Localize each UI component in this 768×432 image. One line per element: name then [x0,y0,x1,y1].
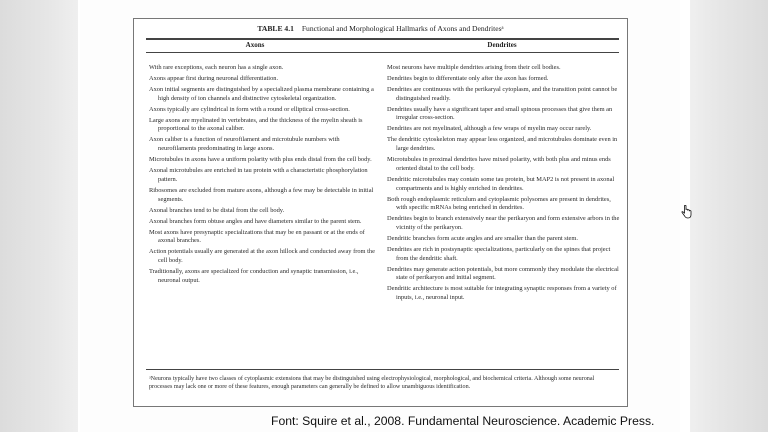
axons-column [149,64,377,288]
dendrites-header: Dendrites [487,41,517,49]
axon-entry: Axon caliber is a function of neurofilament and microtubule numbers with neurofilaments predominating in large axons. [149,136,340,153]
dendrite-entry: Most neurons have multiple dendrites arising from their cell bodies. [387,64,561,71]
hand-cursor-icon [681,205,692,219]
dendrite-entry: Dendrites may generate action potentials, but more commonly they modulate the electrical state of perikaryon and initial segment. [387,265,619,282]
axon-entry: Large axons are myelinated in vertebrates, and the thickness of the myelin sheath is proportional to the axonal caliber. [149,116,363,133]
dendrite-entry: Dendritic architecture is most suitable for integrating synaptic responses from a variety of inputs, i.e., neuronal input. [387,285,617,302]
axon-entry: Traditionally, axons are specialized for conduction and synaptic transmission, i.e., neuronal output. [149,267,359,284]
header-rule [146,52,619,53]
axon-entry: Axons appear first during neuronal differentiation. [149,75,279,82]
table-caption: Functional and Morphological Hallmarks of Axons and Dendritesᵃ [301,24,504,33]
footnote-rule [146,369,619,370]
axon-entry: Microtubules in axons have a uniform polarity with plus ends distal from the cell body. [149,156,372,164]
axons-header: Axons [245,41,265,49]
dendrite-entry: Both rough endoplasmic reticulum and cytoplasmic polysomes are present in dendrites, with specific mRNAs being enriched in dendrites. [387,195,611,212]
axon-entry: Axonal microtubules are enriched in tau protein with a characteristic phosphorylation pattern. [149,167,368,183]
top-rule [146,38,619,40]
dendrite-entry: Dendrites are continuous with the perikaryal cytoplasm, and the transition point cannot be distinguished readily. [387,86,618,102]
dendrites-column [387,64,621,305]
dendrite-entry: Dendrites are rich in postsynaptic specializations, particularly on the spines that project from the dendritic shaft. [387,245,611,262]
axon-entry: Action potentials usually are generated at the axon hillock and conducted away from the cell body. [149,248,375,264]
axon-entry: Axons typically are cylindrical in form with a round or elliptical cross-section. [149,105,350,113]
axon-entry: With rare exceptions, each neuron has a single axon. [149,64,284,71]
axon-entry: Axonal branches form obtuse angles and have diameters similar to the parent stem. [149,217,362,225]
axon-entry: Axon initial segments are distinguished by a specialized plasma membrane containing a high density of ion channels and distinctive cytoskeletal organization. [149,86,374,102]
right-margin-background [690,0,768,432]
dendrite-entry: The dendritic cytoskeleton may appear less organized, and microtubules dominate even in large dendrites. [387,136,618,153]
dendrite-entry: Dendrites begin to differentiate only after the axon has formed. [387,75,549,82]
axon-entry: Axonal branches tend to be distal from the cell body. [149,206,285,214]
dendrite-entry: Dendrites usually have a significant taper and small spinous processes that give them an irregular cross-section. [387,105,613,122]
table-number: TABLE 4.1 [257,24,294,33]
dendrite-entry: Dendritic branches form acute angles and are smaller than the parent stem. [387,234,578,242]
axon-entry: Most axons have presynaptic specializations that may be en passant or at the ends of axonal branches. [149,228,365,245]
source-credit: Font: Squire et al., 2008. Fundamental Neuroscience. Academic Press. [271,414,655,428]
table-title [134,24,627,33]
dendrite-entry: Dendrites begin to branch extensively near the perikaryon and form extensive arbors in the vicinity of the perikaryon. [387,215,620,231]
slide-page [80,0,680,432]
table-4-1 [133,18,628,407]
left-margin-background [0,0,78,432]
dendrite-entry: Microtubules in proximal dendrites have mixed polarity, with both plus and minus ends oriented distal to the cell body. [387,156,611,172]
dendrite-entry: Dendritic microtubules may contain some tau protein, but MAP2 is not present in axonal compartments and is highly enriched in dendrites. [387,175,615,192]
dendrite-entry: Dendrites are not myelinated, although a few wraps of myelin may occur rarely. [387,125,592,133]
axon-entry: Ribosomes are excluded from mature axons, although a few may be detectable in initial segments. [149,186,374,203]
table-footnote: ᵃNeurons typically have two classes of cytoplasmic extensions that may be distinguished using electrophysiological, morphological, and biochemical criteria. Although some neuronal processes may lack one or more of these features, enough parameters can generally be defined to allow unambiguous identification. [149,376,595,391]
